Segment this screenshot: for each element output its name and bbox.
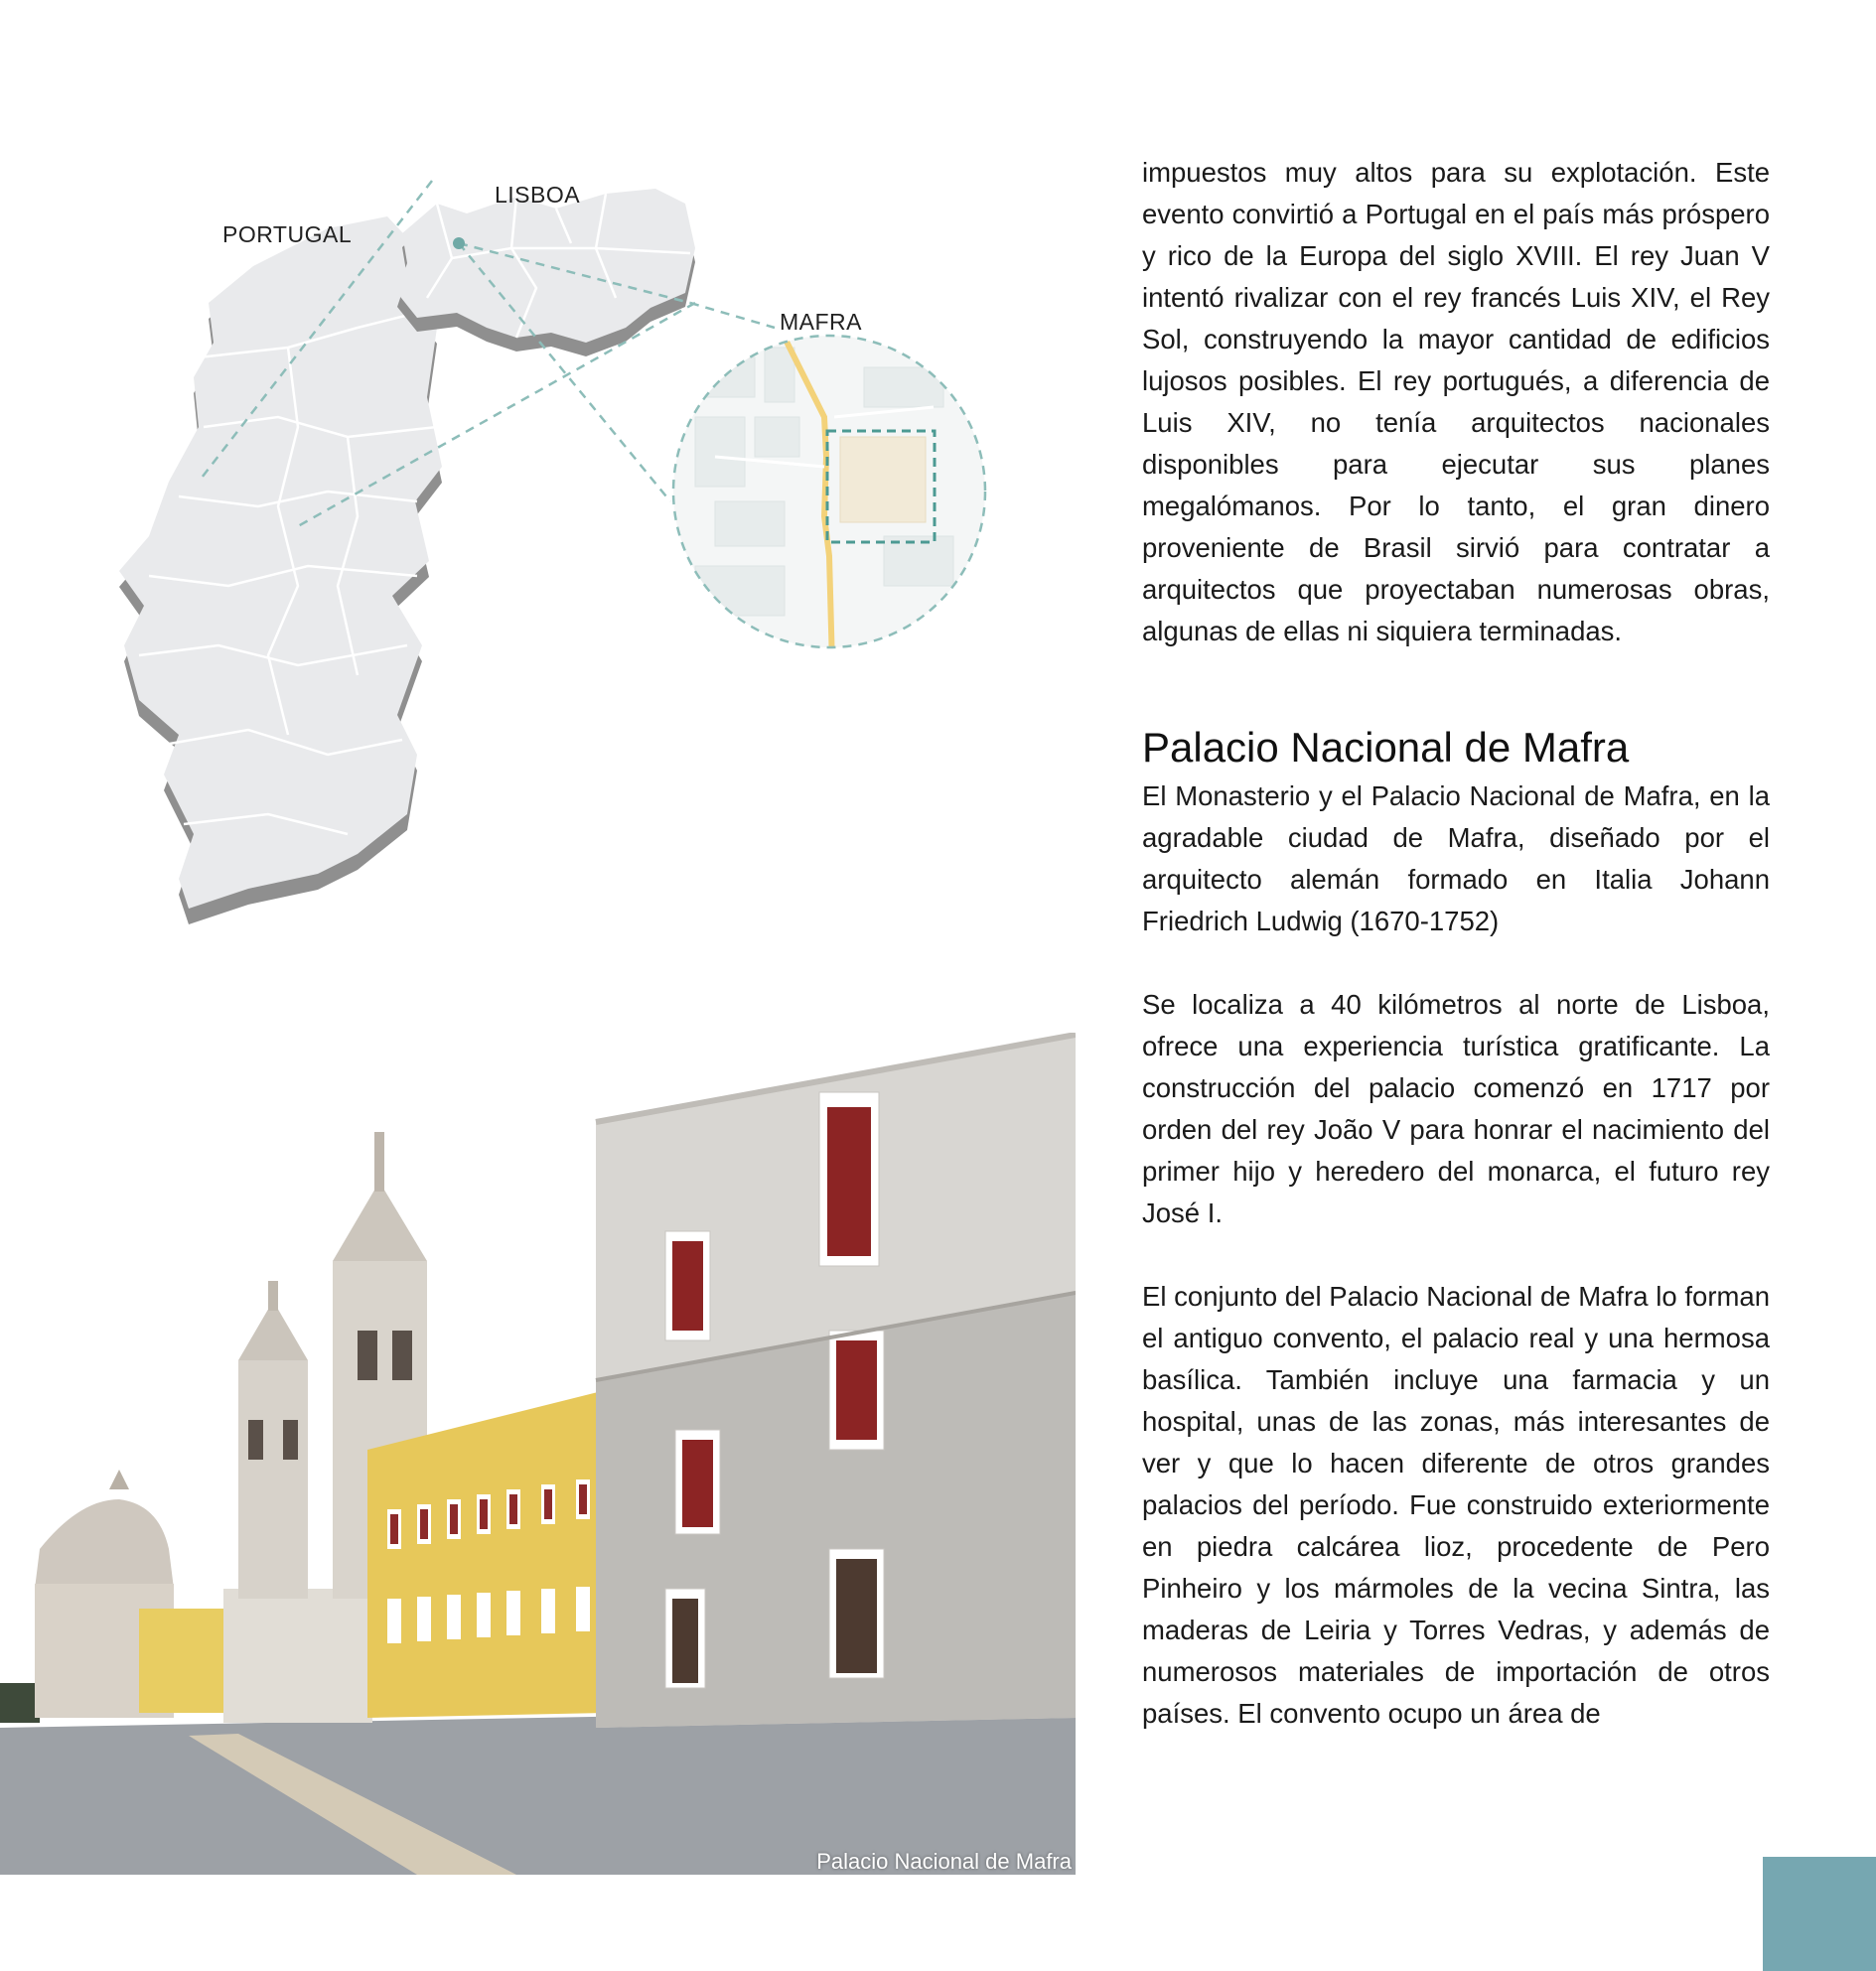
article-text-column	[1142, 152, 1770, 1735]
page-corner-tab	[1763, 1857, 1876, 1971]
intro-paragraph: impuestos muy altos para su explotación. Este evento convirtió a Portugal en el país más próspero y rico de la Europa del siglo XVIII. El rey Juan V intentó rivalizar con el rey francés Luis XIV, el Rey Sol, construyendo la mayor cantidad de edificios lujosos posibles. El rey portugués, a diferencia de Luis XIV, no tenía arquitectos nacionales disponibles para ejecutar sus planes megalómanos. Por lo tanto, el gran dinero proveniente de Brasil sirvió para contratar a arquitectos que proyectaban numerosas obras, algunas de ellas ni siquiera terminadas.	[1142, 157, 1770, 646]
mafra-zoom-map	[665, 328, 1003, 665]
portugal-shape	[119, 216, 442, 909]
label-lisboa: LISBOA	[495, 182, 581, 208]
portugal-locator-map	[0, 0, 1082, 953]
label-mafra: MAFRA	[780, 309, 862, 335]
paragraph-architect: El Monasterio y el Palacio Nacional de Mafra, en la agradable ciudad de Mafra, diseñado por el arquitecto alemán formado en Italia Johann Friedrich Ludwig (1670-1752)	[1142, 780, 1770, 936]
palace-photo-illustration	[0, 1033, 1076, 1875]
paragraph-location: Se localiza a 40 kilómetros al norte de Lisboa, ofrece una experiencia turística gratificante. La construcción del palacio comenzó en 1717 por orden del rey João V para honrar el nacimiento del primer hijo y heredero del monarca, el futuro rey José I.	[1142, 989, 1770, 1228]
paragraph-complex: El conjunto del Palacio Nacional de Mafra lo forman el antiguo convento, el palacio real y una hermosa basílica. También incluye una farmacia y un hospital, unas de las zonas, más interesantes de ver y que lo hacen diferente de otros grandes palacios del período. Fue construido exteriormente en piedra calcárea lioz, procedente de Pero Pinheiro y los mármoles de la vecina Sintra, las maderas de Leiria y Torres Vedras, y además de numerosos materiales de importación de otros países. El convento ocupo un área de	[1142, 1281, 1770, 1729]
section-title: Palacio Nacional de Mafra	[1142, 724, 1630, 771]
map-graphic	[0, 0, 1082, 953]
mafra-location-dot	[453, 237, 465, 249]
photo-caption: Palacio Nacional de Mafra	[816, 1849, 1072, 1874]
palace-photo	[0, 1033, 1076, 1875]
label-portugal: PORTUGAL	[222, 221, 353, 247]
